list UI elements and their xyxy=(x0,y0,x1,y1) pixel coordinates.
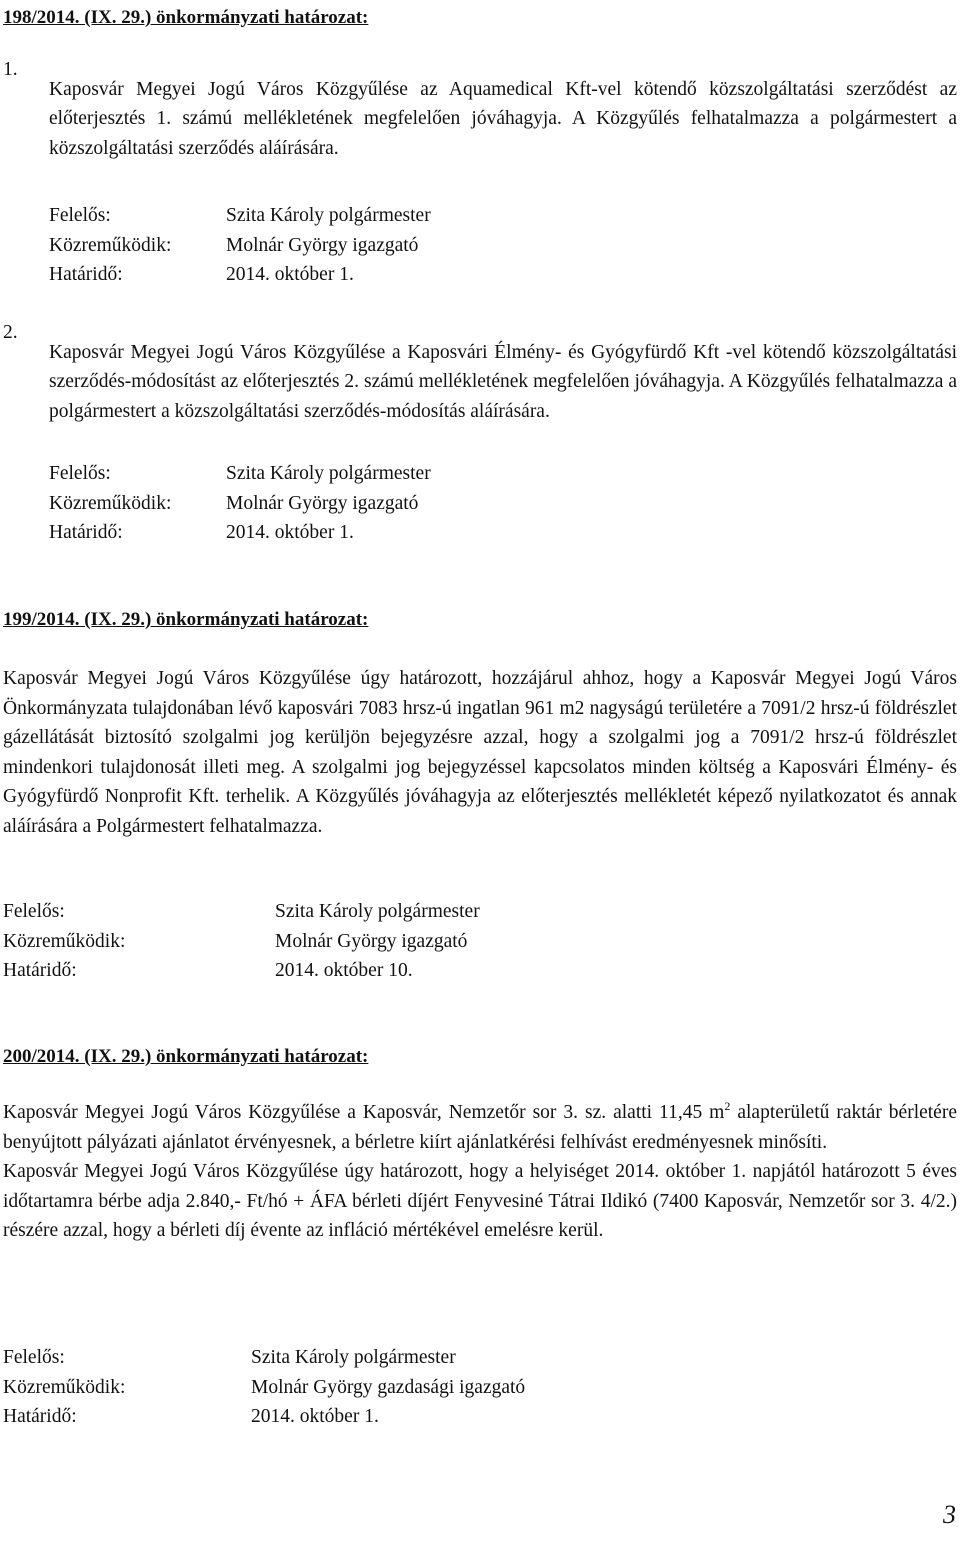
responsible-value: Szita Károly polgármester xyxy=(226,205,431,226)
deadline-value: 2014. október 10. xyxy=(275,960,413,981)
responsible-label: Felelős: xyxy=(49,463,111,484)
resolution-200-text-1-rest: alapterületű raktár bérletére benyújtott pályázati ajánlatot érvényesnek, a bérletre kiírt ajánlatkérési felhívást eredményesnek minősíti. xyxy=(3,1102,957,1153)
page-number: 3 xyxy=(943,1500,956,1529)
resolution-200-body xyxy=(3,1098,957,1246)
responsible-label: Felelős: xyxy=(3,901,65,922)
item-text: Kaposvár Megyei Jogú Város Közgyűlése a Kaposvári Élmény- és Gyógyfürdő Kft -vel kötendő közszolgáltatási szerződés-módosítást az előterjesztés 2. számú mellékletének megfelelően jóváhagyja. A Közgyűlés felhatalmazza a polgármestert a közszolgáltatási szerződés-módosítás aláírására. xyxy=(49,341,957,422)
contributor-label: Közreműködik: xyxy=(49,234,172,256)
responsible-value: Szita Károly polgármester xyxy=(275,901,480,922)
contributor-value: Molnár György igazgató xyxy=(275,930,468,952)
deadline-label: Határidő: xyxy=(49,264,123,285)
resolution-200-text-2: Kaposvár Megyei Jogú Város Közgyűlése úgy határozott, hogy a helyiséget 2014. október 1. napjától határozott 5 éves időtartamra bérbe adja 2.840,- Ft/hó + ÁFA bérleti díjért Fenyvesiné Tátrai Ildikó (7400 Kaposvár, Nemzetőr sor 3. 4/2.) részére azzal, hogy a bérleti díj évente az infláció mértékével emelésre kerül. xyxy=(3,1161,957,1241)
superscript-2: 2 xyxy=(724,1099,731,1113)
resolution-198-heading: 198/2014. (IX. 29.) önkormányzati határozat: xyxy=(3,7,369,28)
deadline-label: Határidő: xyxy=(3,960,77,981)
contributor-label: Közreműködik: xyxy=(49,492,172,514)
contributor-label: Közreműködik: xyxy=(3,1376,126,1398)
resolution-200-heading: 200/2014. (IX. 29.) önkormányzati határozat: xyxy=(3,1046,369,1067)
deadline-label: Határidő: xyxy=(49,522,123,543)
resolution-198-item-1 xyxy=(3,55,957,183)
resolution-200-text-1-main: Kaposvár Megyei Jogú Város Közgyűlése a Kaposvár, Nemzetőr sor 3. sz. alatti 11,45 m xyxy=(3,1102,725,1123)
contributor-value: Molnár György gazdasági igazgató xyxy=(251,1376,526,1398)
resolution-199-heading: 199/2014. (IX. 29.) önkormányzati határozat: xyxy=(3,609,369,630)
responsible-value: Szita Károly polgármester xyxy=(251,1347,456,1368)
resolution-198-item-2 xyxy=(3,318,957,446)
responsible-label: Felelős: xyxy=(49,205,111,226)
deadline-value: 2014. október 1. xyxy=(226,522,354,543)
contributor-label: Közreműködik: xyxy=(3,930,126,952)
item-number: 1. xyxy=(3,59,18,80)
responsible-label: Felelős: xyxy=(3,1347,65,1368)
resolution-199-text: Kaposvár Megyei Jogú Város Közgyűlése úgy határozott, hozzájárul ahhoz, hogy a Kaposvár Megyei Jogú Város Önkormányzata tulajdonában lévő kaposvári 7083 hrsz-ú ingatlan 961 m2 nagyságú területére a 7091/2 hrsz-ú földrészlet gázellátását biztosító szolgalmi jog kerüljön bejegyzésre azzal, hogy a szolgalmi jog a 7091/2 hrsz-ú földrészlet mindenkori tulajdonosát illeti meg. A szolgalmi jog bejegyzéssel kapcsolatos minden költség a Kaposvári Élmény- és Gyógyfürdő Nonprofit Kft. terhelik. A Közgyűlés jóváhagyja az előterjesztés mellékletét képező nyilatkozatot és annak aláírására a Polgármestert felhatalmazza. xyxy=(3,668,957,837)
resolution-199-body xyxy=(3,664,957,841)
deadline-label: Határidő: xyxy=(3,1406,77,1427)
item-text: Kaposvár Megyei Jogú Város Közgyűlése az Aquamedical Kft-vel kötendő közszolgáltatási szerződést az előterjesztés 1. számú mellékletének megfelelően jóváhagyja. A Közgyűlés felhatalmazza a polgármestert a közszolgáltatási szerződés aláírására. xyxy=(49,78,957,159)
resolution-200-text-1 xyxy=(3,1098,957,1157)
deadline-value: 2014. október 1. xyxy=(251,1406,379,1427)
responsible-value: Szita Károly polgármester xyxy=(226,463,431,484)
contributor-value: Molnár György igazgató xyxy=(226,492,419,514)
deadline-value: 2014. október 1. xyxy=(226,264,354,285)
contributor-value: Molnár György igazgató xyxy=(226,234,419,256)
item-number: 2. xyxy=(3,322,18,343)
